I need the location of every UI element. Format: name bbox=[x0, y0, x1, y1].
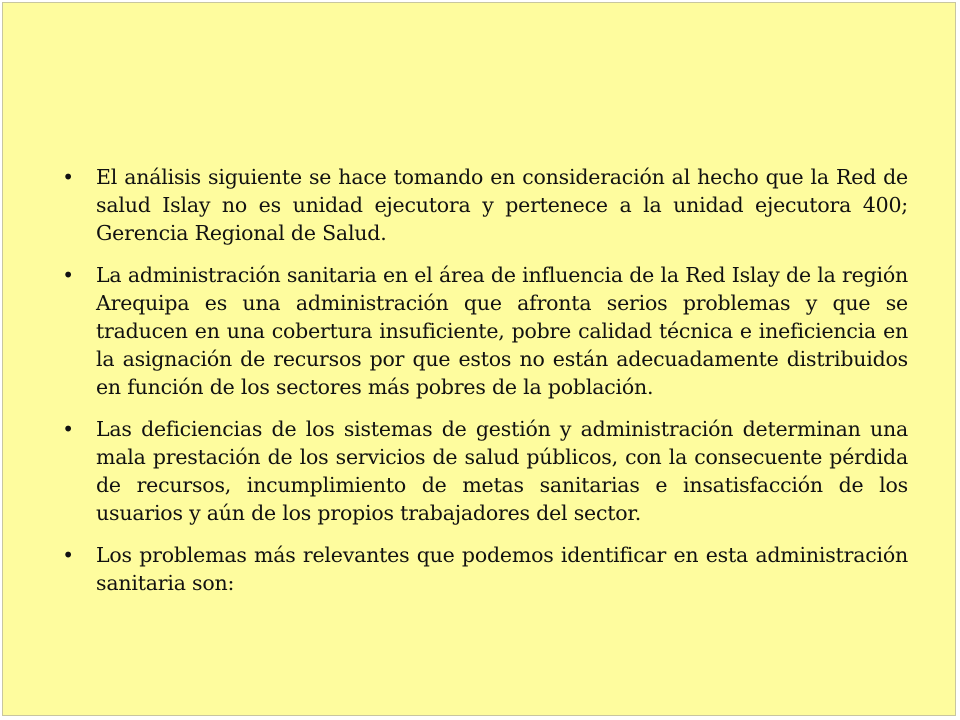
bullet-text: Los problemas más relevantes que podemos identificar en esta administración sanitaria son: bbox=[96, 543, 908, 595]
bullet-dot-icon: • bbox=[62, 263, 74, 287]
bullet-item bbox=[58, 415, 908, 527]
bullet-dot-icon: • bbox=[62, 543, 74, 567]
bullet-dot-icon: • bbox=[62, 165, 74, 189]
bullet-text: El análisis siguiente se hace tomando en consideración al hecho que la Red de salud Islay no es unidad ejecutora y pertenece a la unidad ejecutora 400; Gerencia Regional de Salud. bbox=[96, 165, 908, 245]
bullet-dot-icon: • bbox=[62, 417, 74, 441]
slide bbox=[2, 2, 956, 716]
bullet-list bbox=[58, 163, 908, 611]
bullet-text: Las deficiencias de los sistemas de gestión y administración determinan una mala prestación de los servicios de salud públicos, con la consecuente pérdida de recursos, incumplimiento de metas sanitarias e insatisfacción de los usuarios y aún de los propios trabajadores del sector. bbox=[96, 417, 908, 525]
bullet-item bbox=[58, 541, 908, 597]
bullet-item bbox=[58, 261, 908, 401]
bullet-text: La administración sanitaria en el área de influencia de la Red Islay de la región Arequipa es una administración que afronta serios problemas y que se traducen en una cobertura insuficiente, pobre calidad técnica e ineficiencia en la asignación de recursos por que estos no están adecuadamente distribuidos en función de los sectores más pobres de la población. bbox=[96, 263, 908, 399]
bullet-item bbox=[58, 163, 908, 247]
